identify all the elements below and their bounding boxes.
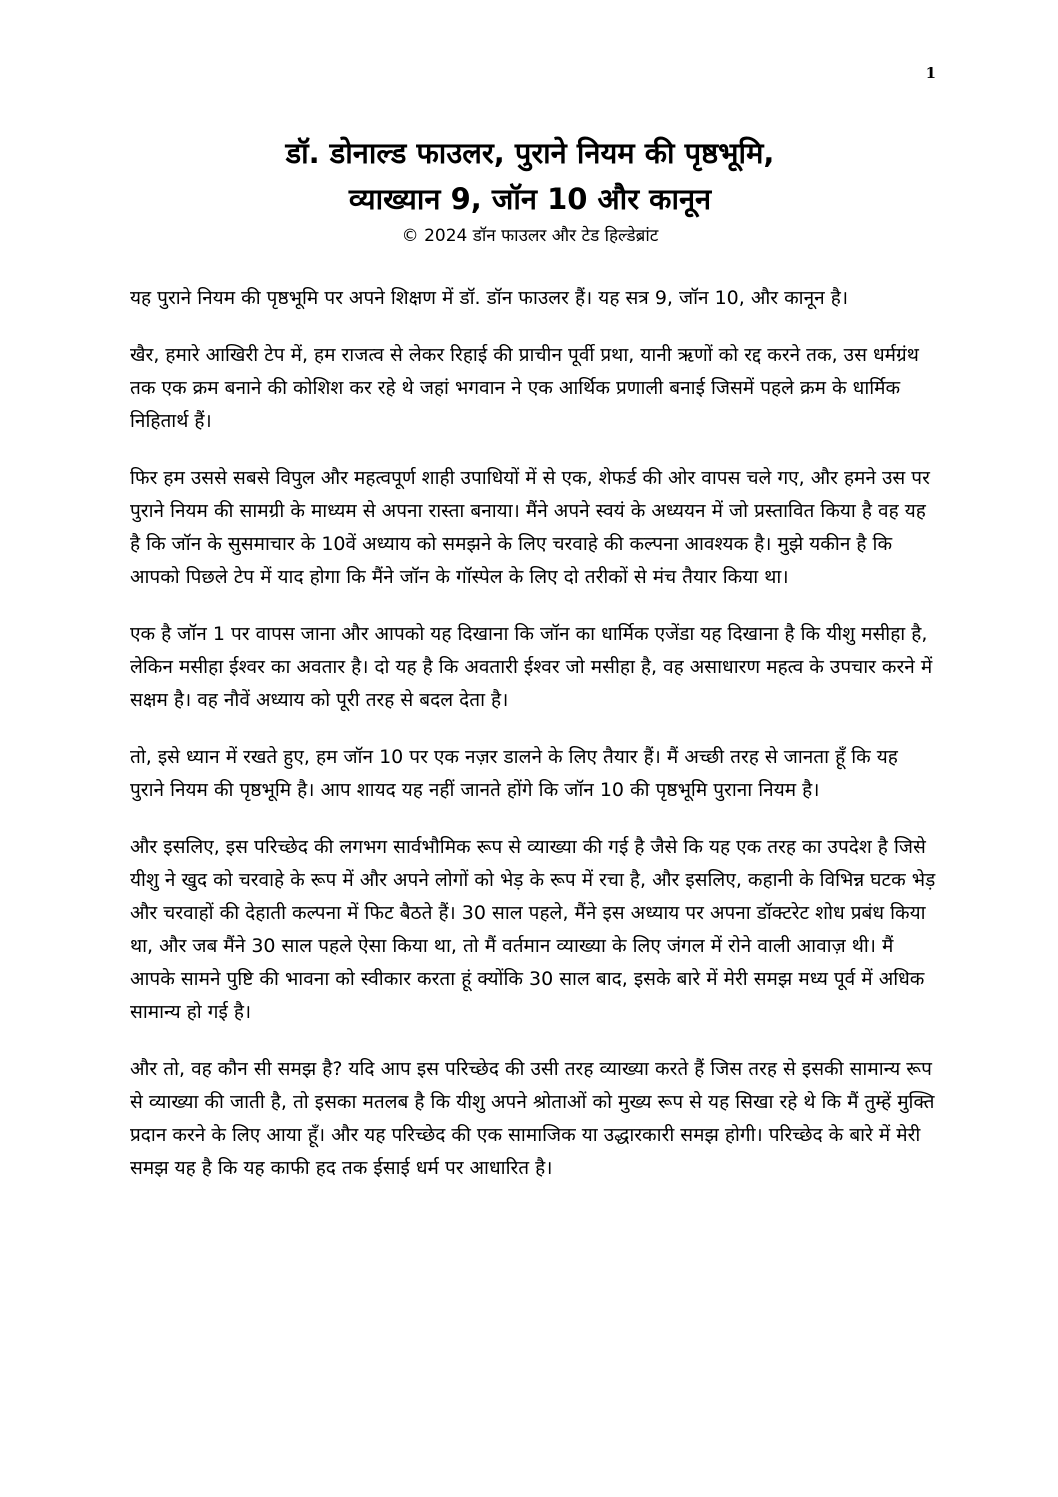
title-line-1: डॉ. डोनाल्ड फाउलर, पुराने नियम की पृष्ठभूमि, (285, 136, 775, 170)
body-text (130, 282, 936, 1209)
paragraph-2: खैर, हमारे आखिरी टेप में, हम राजत्व से लेकर रिहाई की प्राचीन पूर्वी प्रथा, यानी ऋणों को रद्द करने तक, उस धर्मग्रंथ तक एक क्रम बनाने की कोशिश कर रहे थे जहां भगवान ने एक आर्थिक प्रणाली बनाई जिसमें पहले क्रम के धार्मिक निहितार्थ हैं। (130, 344, 919, 432)
page-number: 1 (925, 64, 936, 82)
paragraph-4: एक है जॉन 1 पर वापस जाना और आपको यह दिखाना कि जॉन का धार्मिक एजेंडा यह दिखाना है कि यीशु मसीहा है, लेकिन मसीहा ईश्वर का अवतार है। दो यह है कि अवतारी ईश्वर जो मसीहा है, वह असाधारण महत्व के उपचार करने में सक्षम है। वह नौवें अध्याय को पूरी तरह से बदल देता है। (130, 623, 933, 711)
title-block (130, 130, 930, 250)
paragraph-7: और तो, वह कौन सी समझ है? यदि आप इस परिच्छेद की उसी तरह व्याख्या करते हैं जिस तरह से इसकी सामान्य रूप से व्याख्या की जाती है, तो इसका मतलब है कि यीशु अपने श्रोताओं को मुख्य रूप से यह सिखा रहे थे कि मैं तुम्हें मुक्ति प्रदान करने के लिए आया हूँ। और यह परिच्छेद की एक सामाजिक या उद्धारकारी समझ होगी। परिच्छेद के बारे में मेरी समझ यह है कि यह काफी हद तक ईसाई धर्म पर आधारित है। (130, 1058, 935, 1179)
copyright-line: © 2024 डॉन फाउलर और टेड हिल्डेब्रांट (401, 226, 659, 246)
paragraph-6: और इसलिए, इस परिच्छेद की लगभग सार्वभौमिक रूप से व्याख्या की गई है जैसे कि यह एक तरह का उपदेश है जिसे यीशु ने खुद को चरवाहे के रूप में और अपने लोगों को भेड़ के रूप में रचा है, और इसलिए, कहानी के विभिन्न घटक भेड़ और चरवाहों की देहाती कल्पना में फिट बैठते हैं। 30 साल पहले, मैंने इस अध्याय पर अपना डॉक्टरेट शोध प्रबंध किया था, और जब मैंने 30 साल पहले ऐसा किया था, तो मैं वर्तमान व्याख्या के लिए जंगल में रोने वाली आवाज़ थी। मैं आपके सामने पुष्टि की भावना को स्वीकार करता हूं क्योंकि 30 साल बाद, इसके बारे में मेरी समझ मध्य पूर्व में अधिक सामान्य हो गई है। (130, 836, 936, 1023)
paragraph-5: तो, इसे ध्यान में रखते हुए, हम जॉन 10 पर एक नज़र डालने के लिए तैयार हैं। मैं अच्छी तरह से जानता हूँ कि यह पुराने नियम की पृष्ठभूमि है। आप शायद यह नहीं जानते होंगे कि जॉन 10 की पृष्ठभूमि पुराना नियम है। (130, 746, 898, 801)
paragraph-1: यह पुराने नियम की पृष्ठभूमि पर अपने शिक्षण में डॉ. डॉन फाउलर हैं। यह सत्र 9, जॉन 10, और कानून है। (130, 287, 849, 309)
title-line-2: व्याख्यान 9, जॉन 10 और कानून (348, 182, 712, 216)
paragraph-3: फिर हम उससे सबसे विपुल और महत्वपूर्ण शाही उपाधियों में से एक, शेफर्ड की ओर वापस चले गए, और हमने उस पर पुराने नियम की सामग्री के माध्यम से अपना रास्ता बनाया। मैंने अपने स्वयं के अध्ययन में जो प्रस्तावित किया है वह यह है कि जॉन के सुसमाचार के 10वें अध्याय को समझने के लिए चरवाहे की कल्पना आवश्यक है। मुझे यकीन है कि आपको पिछले टेप में याद होगा कि मैंने जॉन के गॉस्पेल के लिए दो तरीकों से मंच तैयार किया था। (130, 467, 930, 588)
document-title (130, 130, 930, 222)
